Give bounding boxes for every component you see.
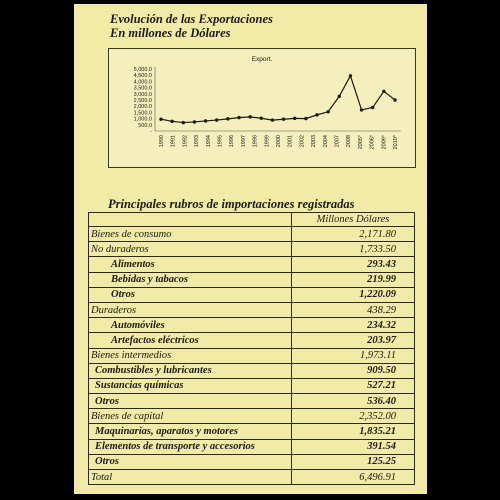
x-tick-label: 1999 <box>264 135 271 148</box>
table-row <box>89 363 415 378</box>
data-point <box>170 120 173 123</box>
data-point <box>338 95 341 98</box>
data-point <box>326 110 329 113</box>
x-tick-label: 2006* <box>369 135 376 150</box>
x-tick-label: 1995 <box>217 135 224 148</box>
data-point <box>193 120 196 123</box>
data-point <box>237 116 240 119</box>
imports-table-header <box>89 213 415 227</box>
table-row <box>89 409 415 424</box>
y-tick-label: 5,000.0 <box>133 67 152 73</box>
table-row <box>89 272 415 287</box>
row-value: 1,733.50 <box>292 242 415 257</box>
imports-table-body <box>89 227 415 485</box>
table-row <box>89 242 415 257</box>
y-tick-label: 1,000.0 <box>133 116 152 123</box>
y-tick-label: 2,500.0 <box>133 98 152 104</box>
row-value: 234.32 <box>292 318 415 333</box>
row-value: 909.50 <box>292 363 415 378</box>
x-tick-label: 2001 <box>287 135 294 148</box>
exports-series-line <box>161 76 395 123</box>
row-value: 219.99 <box>292 272 415 287</box>
table-row <box>89 318 415 333</box>
row-value: 438.29 <box>292 302 415 317</box>
row-label: Otros <box>89 454 292 469</box>
y-tick-label: 3,000.0 <box>133 91 152 98</box>
row-label: Bebidas y tabacos <box>89 272 292 287</box>
data-point <box>271 118 274 121</box>
row-label: Bienes de consumo <box>89 227 292 242</box>
header-label-cell <box>89 213 292 227</box>
row-label: Alimentos <box>89 257 292 272</box>
x-tick-label: 2005* <box>357 135 364 150</box>
data-point <box>349 74 352 77</box>
table-row <box>89 257 415 272</box>
y-tick-label: 1,500.0 <box>133 110 152 117</box>
exports-line-chart <box>109 49 415 167</box>
row-value: 293.43 <box>292 257 415 272</box>
table-row <box>89 424 415 439</box>
table-row <box>89 439 415 454</box>
row-value: 125.25 <box>292 454 415 469</box>
row-label: Combustibles y lubricantes <box>89 363 292 378</box>
row-value: 391.54 <box>292 439 415 454</box>
row-label: Bienes de capital <box>89 409 292 424</box>
table-row <box>89 287 415 302</box>
x-tick-label: 1994 <box>205 135 212 148</box>
data-point <box>393 98 396 101</box>
x-tick-label: 2003 <box>311 135 318 148</box>
data-point <box>282 118 285 121</box>
data-point <box>360 108 363 111</box>
row-value: 2,171.80 <box>292 227 415 242</box>
row-label: Otros <box>89 394 292 409</box>
x-tick-label: 1991 <box>170 135 177 148</box>
y-tick-label: 500.0 <box>138 122 152 129</box>
y-tick-label: 4,000.0 <box>133 79 152 86</box>
imports-table <box>88 212 415 485</box>
data-point <box>293 117 296 120</box>
table-row <box>89 378 415 393</box>
exports-chart <box>108 48 416 168</box>
x-tick-label: 1992 <box>182 135 189 148</box>
exports-title: Evolución de las Exportaciones <box>110 12 273 26</box>
table-row <box>89 454 415 469</box>
table-row <box>89 470 415 485</box>
row-label: Maquinarias, aparatos y motores <box>89 424 292 439</box>
row-label: Automóviles <box>89 318 292 333</box>
row-value: 1,835.21 <box>292 424 415 439</box>
row-value: 527.21 <box>292 378 415 393</box>
x-tick-label: 2004 <box>322 135 329 148</box>
data-point <box>315 113 318 116</box>
y-tick-label: - <box>150 129 152 135</box>
data-point <box>182 121 185 124</box>
data-point <box>215 118 218 121</box>
x-tick-label: 1990 <box>159 135 165 148</box>
table-row <box>89 333 415 348</box>
row-value: 536.40 <box>292 394 415 409</box>
row-value: 1,220.09 <box>292 287 415 302</box>
data-point <box>248 115 251 118</box>
exports-subtitle: En millones de Dólares <box>110 26 231 40</box>
x-tick-label: 1996 <box>229 135 236 148</box>
row-value: 6,496.91 <box>292 470 415 485</box>
data-point <box>260 117 263 120</box>
chart-title: Export. <box>251 56 273 63</box>
x-tick-label: 1998 <box>252 135 259 148</box>
data-point <box>382 90 385 93</box>
table-row <box>89 227 415 242</box>
x-tick-label: 2002 <box>299 135 306 148</box>
exports-heading <box>110 12 273 40</box>
x-tick-label: 2007 <box>334 135 341 148</box>
data-point <box>304 117 307 120</box>
row-label: Artefactos eléctricos <box>89 333 292 348</box>
row-label: Sustancias químicas <box>89 378 292 393</box>
x-tick-label: 2008 <box>346 135 353 148</box>
row-value: 2,352.00 <box>292 409 415 424</box>
row-label: No duraderos <box>89 242 292 257</box>
row-value: 1,973.11 <box>292 348 415 363</box>
x-tick-label: 2009* <box>381 135 388 150</box>
row-label: Elementos de transporte y accesorios <box>89 439 292 454</box>
header-value-cell: Millones Dólares <box>292 213 415 227</box>
data-point <box>159 118 162 121</box>
row-label: Otros <box>89 287 292 302</box>
x-tick-label: 1997 <box>240 135 247 148</box>
row-value: 203.97 <box>292 333 415 348</box>
data-point <box>371 106 374 109</box>
data-point <box>226 117 229 120</box>
imports-table-title: Principales rubros de importaciones registradas <box>108 197 355 211</box>
row-label: Duraderos <box>89 302 292 317</box>
row-label: Total <box>89 470 292 485</box>
document-page <box>74 4 427 494</box>
y-tick-label: 2,000.0 <box>133 104 152 111</box>
y-tick-label: 4,500.0 <box>133 73 152 80</box>
y-tick-label: 3,500.0 <box>133 85 152 92</box>
x-tick-label: 1993 <box>194 135 201 148</box>
table-row <box>89 302 415 317</box>
x-tick-label: 2000 <box>276 135 282 148</box>
table-row <box>89 394 415 409</box>
table-row <box>89 348 415 363</box>
x-tick-label: 2010* <box>393 135 399 150</box>
data-point <box>204 119 207 122</box>
row-label: Bienes intermedios <box>89 348 292 363</box>
